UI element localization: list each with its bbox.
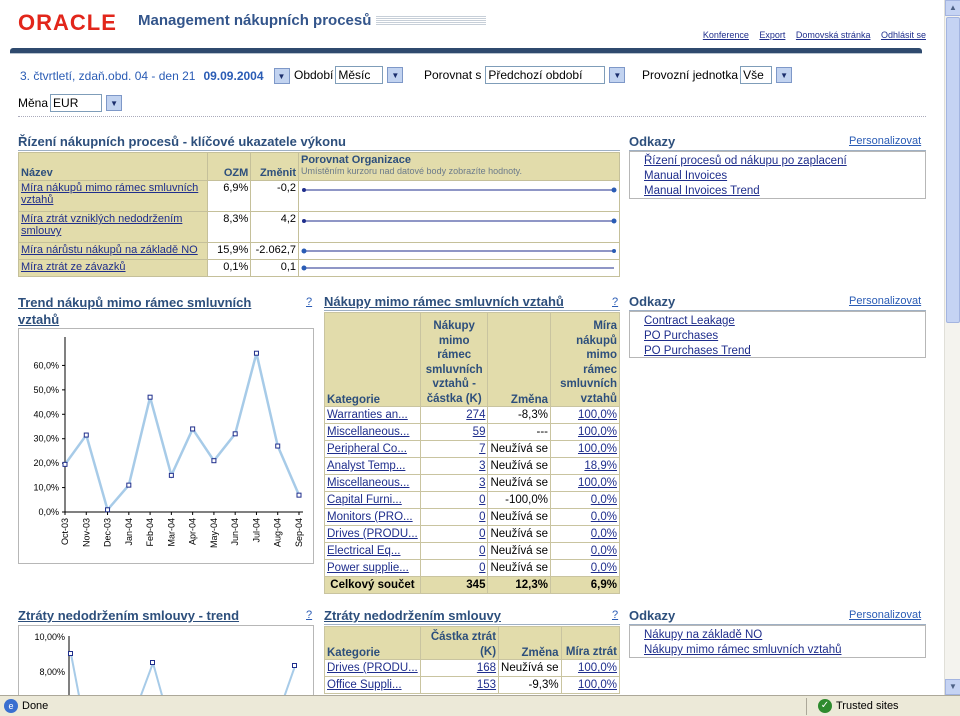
date-value: 09.09.2004 [203, 69, 264, 83]
table-row [325, 407, 620, 424]
x-tick-label: Feb-04 [145, 518, 156, 547]
table-cell [325, 560, 421, 577]
table-cell [420, 509, 488, 526]
quarter-label: 3. čtvrtletí, zdaň.obd. 04 - den 21 [20, 69, 196, 83]
change-value: -9,3% [528, 679, 559, 691]
period-select[interactable]: Měsíc [335, 66, 383, 84]
rate-link[interactable]: 100,0% [577, 443, 617, 455]
chevron-down-icon[interactable]: ▼ [387, 67, 403, 83]
table-cell [325, 543, 421, 560]
link-item[interactable]: Řízení procesů od nákupu po zaplacení [644, 155, 847, 167]
data-point[interactable] [254, 351, 258, 355]
table-row [325, 560, 620, 577]
table-cell [551, 424, 620, 441]
table-cell [325, 509, 421, 526]
link-item[interactable]: Manual Invoices Trend [644, 185, 760, 197]
kpi-link[interactable]: Míra ztrát vzniklých nedodržením smlouvy [21, 213, 183, 237]
rate-link[interactable]: 100,0% [577, 679, 617, 691]
table1-body [325, 407, 620, 577]
table-row [19, 181, 620, 212]
y-tick-label: 8,00% [39, 667, 65, 677]
data-point[interactable] [63, 462, 67, 466]
period-filter [294, 66, 403, 84]
total-label: Celkový součet [325, 577, 421, 594]
data-point[interactable] [127, 483, 131, 487]
table-cell [551, 492, 620, 509]
kpi-link[interactable]: Míra ztrát ze závazků [21, 261, 126, 273]
separator [18, 116, 926, 117]
data-point[interactable] [212, 459, 216, 463]
line-chart-2 [19, 626, 313, 695]
rate-link[interactable]: 100,0% [577, 477, 617, 489]
x-tick-label: Jan-04 [123, 518, 134, 546]
app-title: Management nákupních procesů [138, 12, 372, 29]
kpi-title-line [18, 150, 620, 151]
table2-title[interactable]: Ztráty nedodržením smlouvy [324, 608, 501, 623]
table-cell [420, 441, 488, 458]
links-title: Odkazy [629, 134, 676, 149]
x-tick-label: Mar-04 [166, 518, 177, 547]
x-tick-label: Oct-03 [60, 518, 70, 546]
data-point[interactable] [191, 427, 195, 431]
change-value: Neužívá se [501, 662, 559, 674]
unit-select[interactable]: Vše [740, 66, 772, 84]
kpi-title: Řízení nákupních procesů - klíčové ukazatele výkonu [18, 134, 346, 149]
x-tick-label: Sep-04 [294, 518, 304, 548]
title-decoration [376, 16, 486, 26]
total-rate: 6,9% [551, 577, 620, 594]
kpi-ozm: 8,3% [208, 212, 251, 243]
link-home[interactable]: Domovská stránka [795, 30, 871, 40]
table-row [325, 492, 620, 509]
col-category: Kategorie [325, 313, 421, 407]
period-label: Období [294, 68, 334, 82]
y-tick-label: 20,0% [33, 458, 59, 469]
table-cell [325, 424, 421, 441]
data-point[interactable] [84, 433, 88, 437]
data-point[interactable] [148, 395, 152, 399]
links-box [629, 151, 926, 199]
table-cell [420, 543, 488, 560]
table-cell [488, 458, 551, 475]
data-point[interactable] [297, 493, 301, 497]
series-line [65, 353, 299, 510]
header-bar-line [10, 53, 922, 54]
unit-filter [642, 66, 792, 84]
table-row [325, 677, 620, 694]
data-point[interactable] [169, 473, 173, 477]
amount-link[interactable]: 0 [479, 528, 486, 540]
kpi-link[interactable]: Míra nákupů mimo rámec smluvních vztahů [21, 182, 199, 206]
category-link[interactable]: Office Suppli... [327, 679, 402, 691]
amount-link[interactable]: 0 [479, 562, 486, 574]
y-tick-label: 30,0% [33, 433, 59, 444]
kpi-name-cell [19, 243, 208, 260]
data-point[interactable] [106, 508, 110, 512]
table-cell [551, 458, 620, 475]
table-cell [420, 492, 488, 509]
kpi-compare-plot [299, 212, 620, 243]
table-cell [551, 560, 620, 577]
x-tick-label: Apr-04 [187, 518, 198, 546]
kpi-ozm: 15,9% [208, 243, 251, 260]
data-point[interactable] [276, 444, 280, 448]
kpi-name-cell [19, 181, 208, 212]
chevron-down-icon[interactable]: ▼ [609, 67, 625, 83]
help-icon[interactable]: ? [612, 609, 619, 621]
link-conference[interactable]: Konference [702, 30, 749, 40]
links-box [629, 625, 926, 658]
x-tick-label: Jun-04 [230, 518, 241, 546]
link-item[interactable]: PO Purchases [644, 330, 719, 342]
change-value: -8,3% [517, 409, 548, 421]
rate-link[interactable]: 0,0% [590, 511, 617, 523]
category-link[interactable]: Electrical Eq... [327, 545, 401, 557]
category-link[interactable]: Analyst Temp... [327, 460, 406, 472]
links-title: Odkazy [629, 608, 676, 623]
table-cell [420, 560, 488, 577]
table1-title[interactable]: Nákupy mimo rámec smluvních vztahů [324, 294, 564, 309]
col-name: Název [19, 153, 208, 181]
table-cell [325, 660, 421, 677]
table-cell [325, 407, 421, 424]
trend2-chart [18, 625, 314, 695]
help-icon[interactable]: ? [306, 609, 313, 621]
col-amount: Částka ztrát (K) [420, 627, 498, 660]
amount-link[interactable]: 3 [479, 477, 486, 489]
kpi-compare-plot [299, 260, 620, 277]
kpi-change: -0,2 [251, 181, 299, 212]
x-tick-label: Dec-03 [102, 518, 113, 548]
table-cell [561, 677, 619, 694]
app-header [16, 8, 928, 52]
kpi-compare-plot [299, 181, 620, 212]
y-tick-label: 10,00% [34, 632, 65, 642]
change-value: --- [536, 426, 548, 438]
table-cell [325, 492, 421, 509]
col-compare [299, 153, 620, 181]
kpi-change: -2.062,7 [251, 243, 299, 260]
category-link[interactable]: Miscellaneous... [327, 477, 410, 489]
table-cell [488, 492, 551, 509]
x-tick-label: Nov-03 [81, 518, 92, 548]
col-ozm: OZM [208, 153, 251, 181]
table-row [325, 475, 620, 492]
table-cell [488, 475, 551, 492]
link-item[interactable]: PO Purchases Trend [644, 345, 751, 357]
kpi-table [18, 152, 620, 277]
links-box [629, 311, 926, 358]
table-cell [420, 677, 498, 694]
link-logout[interactable]: Odhlásit se [880, 30, 926, 40]
amount-link[interactable]: 7 [479, 443, 486, 455]
kpi-name-cell [19, 260, 208, 277]
rate-link[interactable]: 0,0% [590, 562, 617, 574]
table-cell [420, 424, 488, 441]
compare-select[interactable]: Předchozí období [485, 66, 605, 84]
kpi-ozm: 0,1% [208, 260, 251, 277]
table-row [325, 458, 620, 475]
kpi-name-cell [19, 212, 208, 243]
col-change: Změna [488, 313, 551, 407]
compare-label: Porovnat s [424, 68, 482, 82]
currency-label: Měna [18, 96, 49, 110]
as-of-date [20, 68, 290, 84]
help-icon[interactable]: ? [612, 296, 619, 308]
table-cell [325, 475, 421, 492]
table-cell [325, 526, 421, 543]
category-link[interactable]: Drives (PRODU... [327, 662, 418, 674]
kpi-change: 4,2 [251, 212, 299, 243]
table-cell [551, 441, 620, 458]
help-icon[interactable]: ? [306, 296, 313, 308]
table-cell [325, 458, 421, 475]
link-item[interactable]: Contract Leakage [644, 315, 735, 327]
link-item[interactable]: Nákupy na základě NO [644, 629, 763, 641]
table-cell [488, 560, 551, 577]
table-row [325, 543, 620, 560]
table-cell [488, 441, 551, 458]
chevron-down-icon[interactable]: ▼ [776, 67, 792, 83]
scroll-down-icon[interactable]: ▼ [945, 679, 960, 695]
amount-link[interactable]: 0 [479, 545, 486, 557]
table-cell [499, 660, 562, 677]
change-value: Neužívá se [490, 545, 548, 557]
category-link[interactable]: Capital Furni... [327, 494, 402, 506]
currency-select[interactable]: EUR [50, 94, 102, 112]
date-dropdown-icon[interactable]: ▼ [274, 68, 290, 84]
change-value: -100,0% [505, 494, 548, 506]
rate-link[interactable]: 100,0% [577, 409, 617, 421]
change-value: Neužívá se [490, 528, 548, 540]
col-compare-hint: Umístěním kurzoru nad datové body zobrazíte hodnoty. [301, 166, 522, 176]
table-row [325, 509, 620, 526]
amount-link[interactable]: 3 [479, 460, 486, 472]
category-link[interactable]: Peripheral Co... [327, 443, 407, 455]
total-change: 12,3% [488, 577, 551, 594]
kpi-dot[interactable] [612, 219, 617, 224]
rate-link[interactable]: 100,0% [577, 426, 617, 438]
amount-link[interactable]: 274 [466, 409, 486, 421]
table-row [325, 441, 620, 458]
link-export[interactable]: Export [759, 30, 786, 40]
personalize-link[interactable]: Personalizovat [849, 135, 922, 147]
table-cell [561, 660, 619, 677]
table-cell [420, 458, 488, 475]
link-item[interactable]: Manual Invoices [644, 170, 728, 182]
rate-link[interactable]: 18,9% [584, 460, 617, 472]
category-link[interactable]: Monitors (PRO... [327, 511, 413, 523]
x-tick-label: May-04 [208, 518, 219, 549]
kpi-dot[interactable] [612, 188, 617, 193]
col-compare-label: Porovnat Organizace [301, 154, 412, 166]
category-link[interactable]: Power supplie... [327, 562, 409, 574]
amount-link[interactable]: 59 [472, 426, 486, 438]
table-cell [420, 660, 498, 677]
table2 [324, 626, 620, 694]
rate-link[interactable]: 0,0% [590, 545, 617, 557]
kpi-compare-plot [299, 243, 620, 260]
amount-link[interactable]: 168 [476, 662, 497, 674]
col-amount: Nákupy mimo rámec smluvních vztahů - částka (K) [420, 313, 488, 407]
category-link[interactable]: Drives (PRODU... [327, 528, 418, 540]
change-value: Neužívá se [490, 511, 548, 523]
y-tick-label: 60,0% [33, 360, 59, 371]
table-cell [420, 407, 488, 424]
table-row [325, 526, 620, 543]
status-bar [0, 695, 960, 716]
amount-link[interactable]: 0 [479, 494, 486, 506]
scroll-up-icon[interactable]: ▲ [945, 0, 960, 16]
kpi-dot[interactable] [302, 266, 307, 271]
table-cell [488, 407, 551, 424]
table-cell [551, 407, 620, 424]
chevron-down-icon[interactable]: ▼ [106, 95, 122, 111]
y-tick-label: 50,0% [33, 384, 59, 395]
table-cell [551, 509, 620, 526]
table1 [324, 312, 620, 594]
scroll-thumb[interactable] [946, 17, 960, 323]
table2-title-line [324, 624, 620, 625]
compare-filter [424, 66, 625, 84]
unit-label: Provozní jednotka [642, 68, 739, 82]
table-cell [488, 509, 551, 526]
col-change: Změna [499, 627, 562, 660]
col-category: Kategorie [325, 627, 421, 660]
col-rate: Míra ztrát [561, 627, 619, 660]
data-point[interactable] [233, 432, 237, 436]
table2-body [325, 660, 620, 694]
table-cell [551, 526, 620, 543]
x-tick-label: Aug-04 [272, 518, 283, 548]
table-cell [551, 543, 620, 560]
category-link[interactable]: Warranties an... [327, 409, 408, 421]
trend-chart [18, 328, 314, 564]
table-cell [325, 677, 421, 694]
kpi-change: 0,1 [251, 260, 299, 277]
rate-link[interactable]: 0,0% [590, 494, 617, 506]
status-divider [806, 698, 807, 715]
total-amount: 345 [420, 577, 488, 594]
oracle-logo: ORACLE [18, 10, 117, 35]
link-item[interactable]: Nákupy mimo rámec smluvních vztahů [644, 644, 842, 656]
table-total-row [325, 577, 620, 594]
zone-text: Trusted sites [836, 700, 899, 712]
table1-title-line [324, 310, 620, 311]
table-cell [420, 475, 488, 492]
table-cell [551, 475, 620, 492]
y-tick-label: 40,0% [33, 409, 59, 420]
table-cell [325, 441, 421, 458]
kpi-ozm: 6,9% [208, 181, 251, 212]
table-row [19, 212, 620, 243]
category-link[interactable]: Miscellaneous... [327, 426, 410, 438]
change-value: Neužívá se [490, 460, 548, 472]
x-tick-label: Jul-04 [251, 518, 262, 543]
y-tick-label: 0,0% [38, 507, 59, 517]
line-chart [19, 329, 313, 563]
trend2-title[interactable]: Ztráty nedodržením smlouvy - trend [18, 608, 240, 623]
amount-link[interactable]: 0 [479, 511, 486, 523]
rate-link[interactable]: 100,0% [577, 662, 617, 674]
table-cell [488, 526, 551, 543]
change-value: Neužívá se [490, 443, 548, 455]
change-value: Neužívá se [490, 477, 548, 489]
table-cell [488, 543, 551, 560]
rate-link[interactable]: 0,0% [590, 528, 617, 540]
table-cell [499, 677, 562, 694]
kpi-link[interactable]: Míra nárůstu nákupů na základě NO [21, 244, 198, 256]
trend-chart-title[interactable]: Trend nákupů mimo rámec smluvních vztahů [18, 295, 252, 327]
links-title: Odkazy [629, 294, 676, 309]
currency-filter [18, 94, 122, 112]
status-text: Done [22, 700, 49, 712]
trusted-check-icon: ✓ [818, 699, 832, 713]
amount-link[interactable]: 153 [476, 679, 497, 691]
page-done-icon: e [4, 699, 18, 713]
table-cell [488, 424, 551, 441]
table-cell [420, 526, 488, 543]
col-change: Změnit [251, 153, 299, 181]
change-value: Neužívá se [490, 562, 548, 574]
table-row [325, 424, 620, 441]
personalize-link[interactable]: Personalizovat [849, 295, 922, 307]
table-row [325, 660, 620, 677]
global-links [695, 30, 926, 40]
table-row [19, 243, 620, 260]
y-tick-label: 10,0% [33, 482, 59, 493]
vertical-scrollbar[interactable] [944, 0, 960, 695]
personalize-link[interactable]: Personalizovat [849, 609, 922, 621]
kpi-dot[interactable] [302, 249, 307, 254]
col-rate: Míra nákupů mimo rámec smluvních vztahů [551, 313, 620, 407]
table-row [19, 260, 620, 277]
